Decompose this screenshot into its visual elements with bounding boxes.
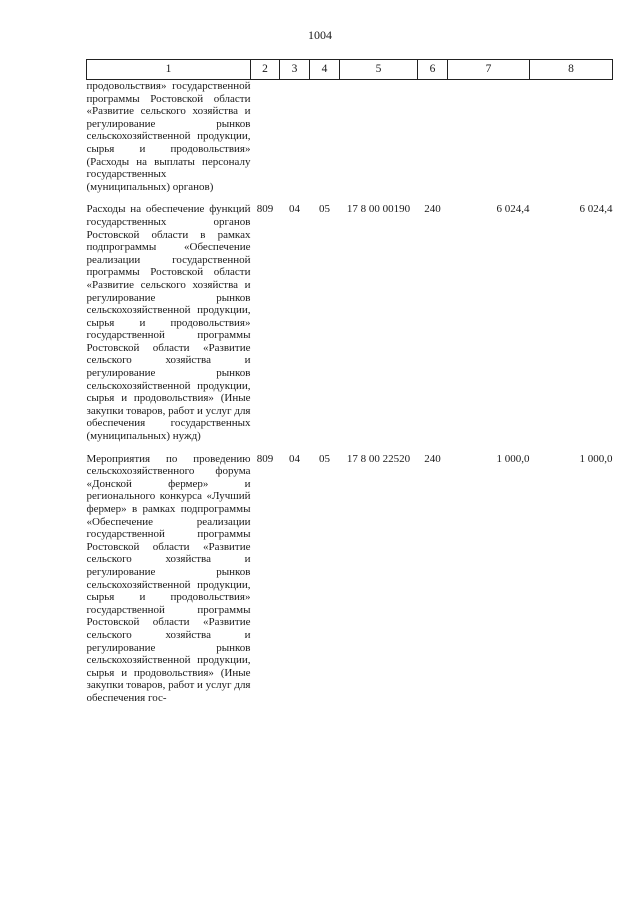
table-header-row xyxy=(87,60,613,80)
row-amount-1: 1 000,0 xyxy=(496,452,530,465)
row-expense-type xyxy=(418,80,448,194)
column-header-8: 8 xyxy=(530,60,613,80)
table-row xyxy=(87,80,613,194)
row-spacer xyxy=(87,193,613,203)
row-section-code: 04 xyxy=(289,203,300,216)
row-subsection-code: 05 xyxy=(319,203,330,216)
column-header-5: 5 xyxy=(340,60,418,80)
row-amount-2: 1 000,0 xyxy=(579,452,613,465)
budget-table xyxy=(86,59,613,705)
row-target-code: 17 8 00 00190 xyxy=(346,203,411,216)
row-description: Расходы на обеспечение функций государственных органов Ростовской области в рамках подпрограммы «Обеспечение реализации государственной программы Ростовской области «Развитие сельского хозяйства и регулирование рынков сельскохозяйственной продукции, сырья и продовольствия» государственной программы Ростовской области «Развитие сельского хозяйства и регулирование рынков сельскохозяйственной продукции, сырья и продовольствия» (Иные закупки товаров, работ и услуг для обеспечения государственных (муниципальных) нужд) xyxy=(86,203,251,443)
column-header-4: 4 xyxy=(310,60,340,80)
row-section-code xyxy=(280,80,310,194)
column-header-7: 7 xyxy=(448,60,530,80)
table-row xyxy=(87,203,613,442)
row-amount-1: 6 024,4 xyxy=(496,203,530,216)
column-header-6: 6 xyxy=(418,60,448,80)
row-section-code: 04 xyxy=(289,452,300,465)
column-header-1: 1 xyxy=(87,60,251,80)
row-amount-2 xyxy=(530,80,613,194)
row-description: продовольствия» государственной программы Ростовской области «Развитие сельского хозяйства и регулирование рынков сельскохозяйственной продукции, сырья и продовольствия» (Расходы на выплаты персоналу государственных (муниципальных) органов) xyxy=(86,80,251,193)
column-header-3: 3 xyxy=(280,60,310,80)
row-subsection-code: 05 xyxy=(319,452,330,465)
row-description: Мероприятия по проведению сельскохозяйственного форума «Донской фермер» и регионального конкурса «Лучший фермер» в рамках подпрограммы «Обеспечение реализации государственной программы Ростовской области «Развитие сельского хозяйства и регулирование рынков сельскохозяйственной продукции, сырья и продовольствия» государственной программы Ростовской области «Развитие сельского хозяйства и регулирование рынков сельскохозяйственной продукции, сырья и продовольствия» (Иные закупки товаров, работ и услуг для обеспечения гос- xyxy=(86,452,251,704)
column-header-2: 2 xyxy=(251,60,280,80)
row-expense-type: 240 xyxy=(424,203,441,216)
row-subsection-code xyxy=(310,80,340,194)
row-target-code xyxy=(340,80,418,194)
row-expense-type: 240 xyxy=(424,452,441,465)
row-ministry-code: 809 xyxy=(256,203,274,216)
row-spacer xyxy=(87,443,613,453)
table-row xyxy=(87,453,613,705)
page-number: 1004 xyxy=(308,28,332,42)
row-amount-1 xyxy=(448,80,530,194)
row-target-code: 17 8 00 22520 xyxy=(346,452,411,465)
row-amount-2: 6 024,4 xyxy=(579,203,613,216)
row-ministry-code xyxy=(251,80,280,194)
row-ministry-code: 809 xyxy=(256,452,274,465)
